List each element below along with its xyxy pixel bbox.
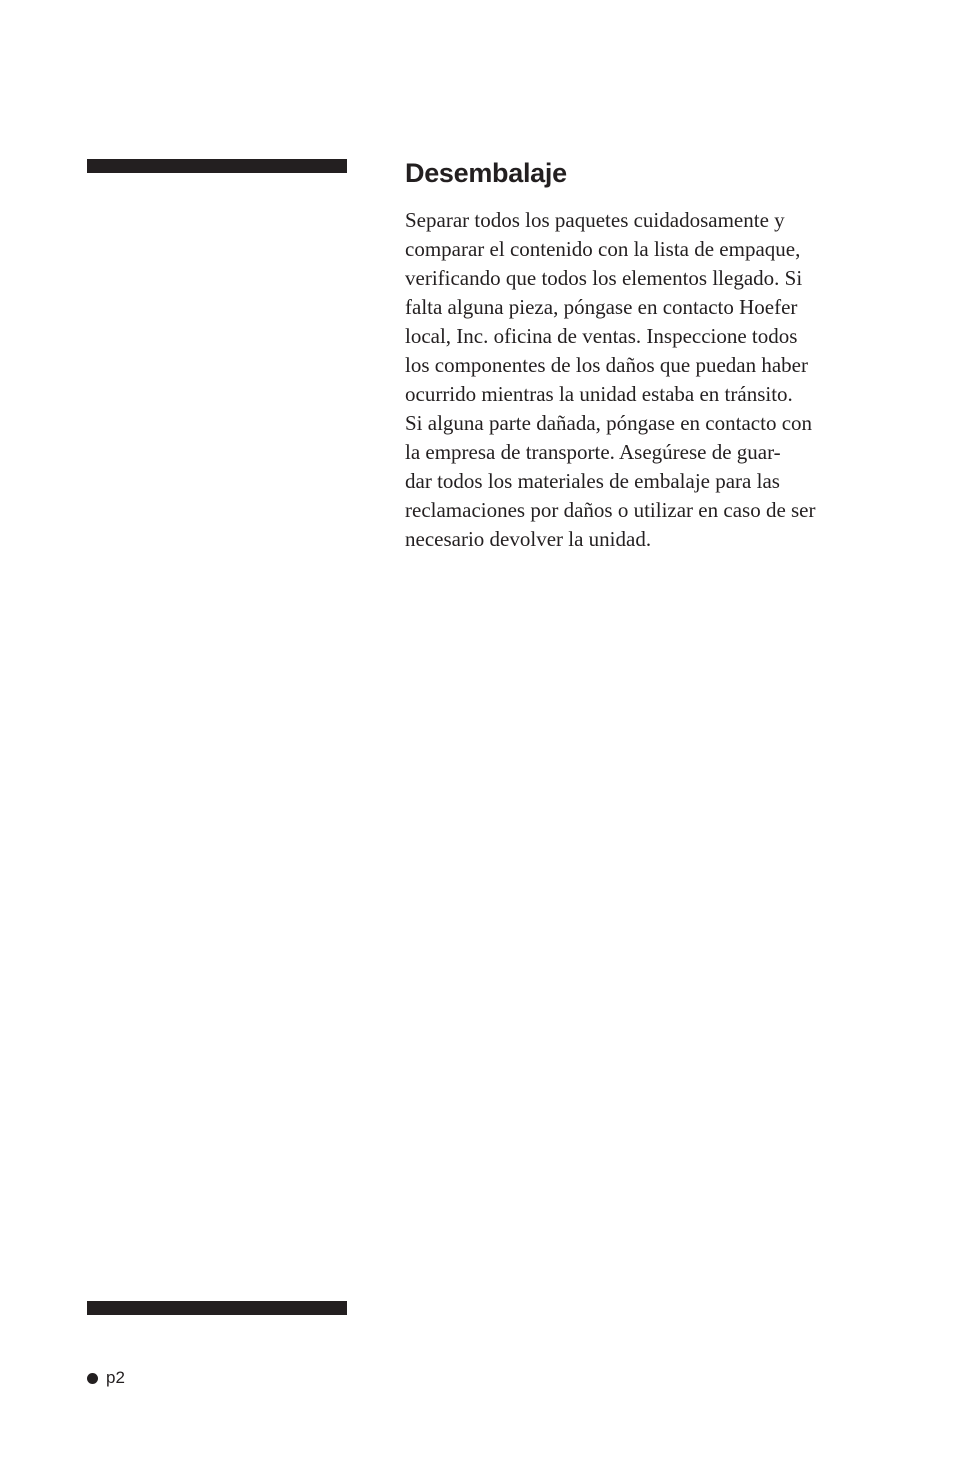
body-line: reclamaciones por daños o utilizar en caso de ser (405, 498, 816, 522)
section-body (405, 206, 875, 554)
body-line: falta alguna pieza, póngase en contacto Hoefer (405, 295, 798, 319)
top-rule (87, 159, 347, 173)
body-line: local, Inc. oficina de ventas. Inspeccione todos (405, 324, 798, 348)
section-unpacking (405, 152, 875, 554)
page-footer (87, 1366, 125, 1390)
bottom-rule (87, 1301, 347, 1315)
body-line: Separar todos los paquetes cuidadosamente y (405, 208, 785, 232)
section-heading: Desembalaje (405, 158, 567, 188)
page-number: p2 (106, 1368, 125, 1387)
body-line: necesario devolver la unidad. (405, 527, 652, 551)
body-line: los componentes de los daños que puedan haber (405, 353, 808, 377)
body-line: dar todos los materiales de embalaje para las (405, 469, 780, 493)
body-line: verificando que todos los elementos llegado. Si (405, 266, 803, 290)
body-line: Si alguna parte dañada, póngase en contacto con (405, 411, 813, 435)
body-line: la empresa de transporte. Asegúrese de guar- (405, 440, 781, 464)
body-line: ocurrido mientras la unidad estaba en tránsito. (405, 382, 793, 406)
body-line: comparar el contenido con la lista de empaque, (405, 237, 801, 261)
bullet-icon (87, 1373, 98, 1384)
